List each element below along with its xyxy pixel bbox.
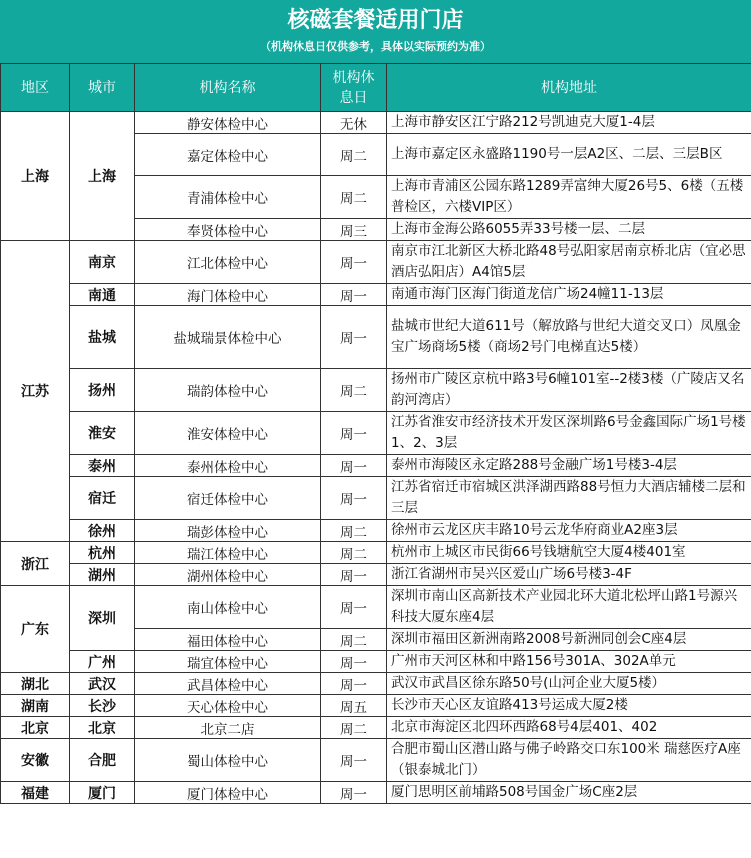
address-cell: 徐州市云龙区庆丰路10号云龙华府商业A2座3层 [387,520,751,542]
header-rest-day: 机构休息日 [321,64,387,112]
store-name-cell: 福田体检中心 [135,629,321,651]
rest-day-cell: 周二 [321,629,387,651]
table-row [1,542,751,564]
header-region: 地区 [1,64,70,112]
rest-day-cell: 周五 [321,695,387,717]
rest-day-cell: 周一 [321,586,387,629]
rest-day-cell: 周三 [321,219,387,241]
store-name-cell: 奉贤体检中心 [135,219,321,241]
city-cell: 长沙 [70,695,135,717]
table-row [1,782,751,804]
title-banner [0,0,751,63]
table-row [1,717,751,739]
city-cell: 合肥 [70,739,135,782]
address-cell: 泰州市海陵区永定路288号金融广场1号楼3-4层 [387,455,751,477]
address-cell: 合肥市蜀山区潜山路与佛子岭路交口东100米 瑞慈医疗A座 （银泰城北门） [387,739,751,782]
city-cell: 上海 [70,112,135,241]
table-row [1,455,751,477]
store-name-cell: 静安体检中心 [135,112,321,134]
rest-day-cell: 周二 [321,176,387,219]
store-name-cell: 南山体检中心 [135,586,321,629]
address-cell: 深圳市南山区高新技术产业园北环大道北松坪山路1号源兴科技大厦东座4层 [387,586,751,629]
city-cell: 深圳 [70,586,135,651]
rest-day-cell: 周一 [321,306,387,369]
store-name-cell: 宿迁体检中心 [135,477,321,520]
city-cell: 厦门 [70,782,135,804]
address-cell: 江苏省宿迁市宿城区洪泽湖西路88号恒力大酒店辅楼二层和三层 [387,477,751,520]
address-cell: 厦门思明区前埔路508号国金广场C座2层 [387,782,751,804]
rest-day-cell: 周二 [321,369,387,412]
table-row [1,564,751,586]
region-cell: 上海 [1,112,70,241]
table-row [1,306,751,369]
city-cell: 扬州 [70,369,135,412]
rest-day-cell: 周二 [321,134,387,176]
region-cell: 浙江 [1,542,70,586]
address-cell: 广州市天河区林和中路156号301A、302A单元 [387,651,751,673]
city-cell: 武汉 [70,673,135,695]
address-cell: 盐城市世纪大道611号（解放路与世纪大道交叉口）凤凰金宝广场商场5楼（商场2号门电梯直达5楼） [387,306,751,369]
store-name-cell: 盐城瑞景体检中心 [135,306,321,369]
rest-day-cell: 周二 [321,542,387,564]
address-cell: 南通市海门区海门街道龙信广场24幢11-13层 [387,284,751,306]
store-name-cell: 天心体检中心 [135,695,321,717]
city-cell: 湖州 [70,564,135,586]
header-name: 机构名称 [135,64,321,112]
page-title: 核磁套餐适用门店 [287,8,464,33]
city-cell: 泰州 [70,455,135,477]
store-name-cell: 瑞彭体检中心 [135,520,321,542]
store-name-cell: 瑞宜体检中心 [135,651,321,673]
address-cell: 南京市江北新区大桥北路48号弘阳家居南京桥北店（宜必思酒店弘阳店）A4馆5层 [387,241,751,284]
region-cell: 广东 [1,586,70,673]
store-name-cell: 瑞韵体检中心 [135,369,321,412]
region-cell: 安徽 [1,739,70,782]
rest-day-cell: 周一 [321,564,387,586]
store-name-cell: 瑞江体检中心 [135,542,321,564]
city-cell: 淮安 [70,412,135,455]
header-city: 城市 [70,64,135,112]
city-cell: 盐城 [70,306,135,369]
table-row [1,673,751,695]
address-cell: 上海市金海公路6055弄33号楼一层、二层 [387,219,751,241]
rest-day-cell: 周一 [321,284,387,306]
table-row [1,112,751,134]
table-row [1,586,751,629]
address-cell: 北京市海淀区北四环西路68号4层401、402 [387,717,751,739]
store-table [0,63,751,804]
city-cell: 北京 [70,717,135,739]
table-row [1,412,751,455]
address-cell: 上海市静安区江宁路212号凯迪克大厦1-4层 [387,112,751,134]
rest-day-cell: 周一 [321,739,387,782]
address-cell: 杭州市上城区市民街66号钱塘航空大厦4楼401室 [387,542,751,564]
header-row [1,64,751,112]
store-name-cell: 武昌体检中心 [135,673,321,695]
city-cell: 广州 [70,651,135,673]
rest-day-cell: 周一 [321,673,387,695]
address-cell: 长沙市天心区友谊路413号运成大厦2楼 [387,695,751,717]
store-name-cell: 北京二店 [135,717,321,739]
rest-day-cell: 周一 [321,455,387,477]
city-cell: 徐州 [70,520,135,542]
rest-day-cell: 周一 [321,241,387,284]
address-cell: 武汉市武昌区徐东路50号(山河企业大厦5楼） [387,673,751,695]
address-cell: 江苏省淮安市经济技术开发区深圳路6号金鑫国际广场1号楼1、2、3层 [387,412,751,455]
rest-day-cell: 周二 [321,520,387,542]
rest-day-cell: 周一 [321,477,387,520]
city-cell: 南通 [70,284,135,306]
region-cell: 福建 [1,782,70,804]
rest-day-cell: 周二 [321,717,387,739]
city-cell: 南京 [70,241,135,284]
rest-day-cell: 周一 [321,412,387,455]
store-name-cell: 蜀山体检中心 [135,739,321,782]
header-address: 机构地址 [387,64,751,112]
address-cell: 上海市青浦区公园东路1289弄富绅大厦26号5、6楼（五楼普检区，六楼VIP区） [387,176,751,219]
city-cell: 宿迁 [70,477,135,520]
table-row [1,520,751,542]
address-cell: 上海市嘉定区永盛路1190号一层A2区、二层、三层B区 [387,134,751,176]
page-subtitle: （机构休息日仅供参考，具体以实际预约为准） [260,40,491,53]
city-cell: 杭州 [70,542,135,564]
table-row [1,369,751,412]
store-rows [1,112,751,804]
rest-day-cell: 周一 [321,782,387,804]
region-cell: 湖北 [1,673,70,695]
address-cell: 深圳市福田区新洲南路2008号新洲同创会C座4层 [387,629,751,651]
table-row [1,651,751,673]
address-cell: 扬州市广陵区京杭中路3号6幢101室--2楼3楼（广陵店又名韵河湾店） [387,369,751,412]
store-name-cell: 海门体检中心 [135,284,321,306]
table-row [1,695,751,717]
store-name-cell: 泰州体检中心 [135,455,321,477]
region-cell: 北京 [1,717,70,739]
store-name-cell: 青浦体检中心 [135,176,321,219]
table-row [1,477,751,520]
table-row [1,284,751,306]
region-cell: 湖南 [1,695,70,717]
table-row [1,241,751,284]
store-name-cell: 江北体检中心 [135,241,321,284]
address-cell: 浙江省湖州市吴兴区爱山广场6号楼3-4F [387,564,751,586]
rest-day-cell: 无休 [321,112,387,134]
store-name-cell: 厦门体检中心 [135,782,321,804]
store-name-cell: 湖州体检中心 [135,564,321,586]
region-cell: 江苏 [1,241,70,542]
store-name-cell: 淮安体检中心 [135,412,321,455]
table-row [1,739,751,782]
store-name-cell: 嘉定体检中心 [135,134,321,176]
rest-day-cell: 周一 [321,651,387,673]
